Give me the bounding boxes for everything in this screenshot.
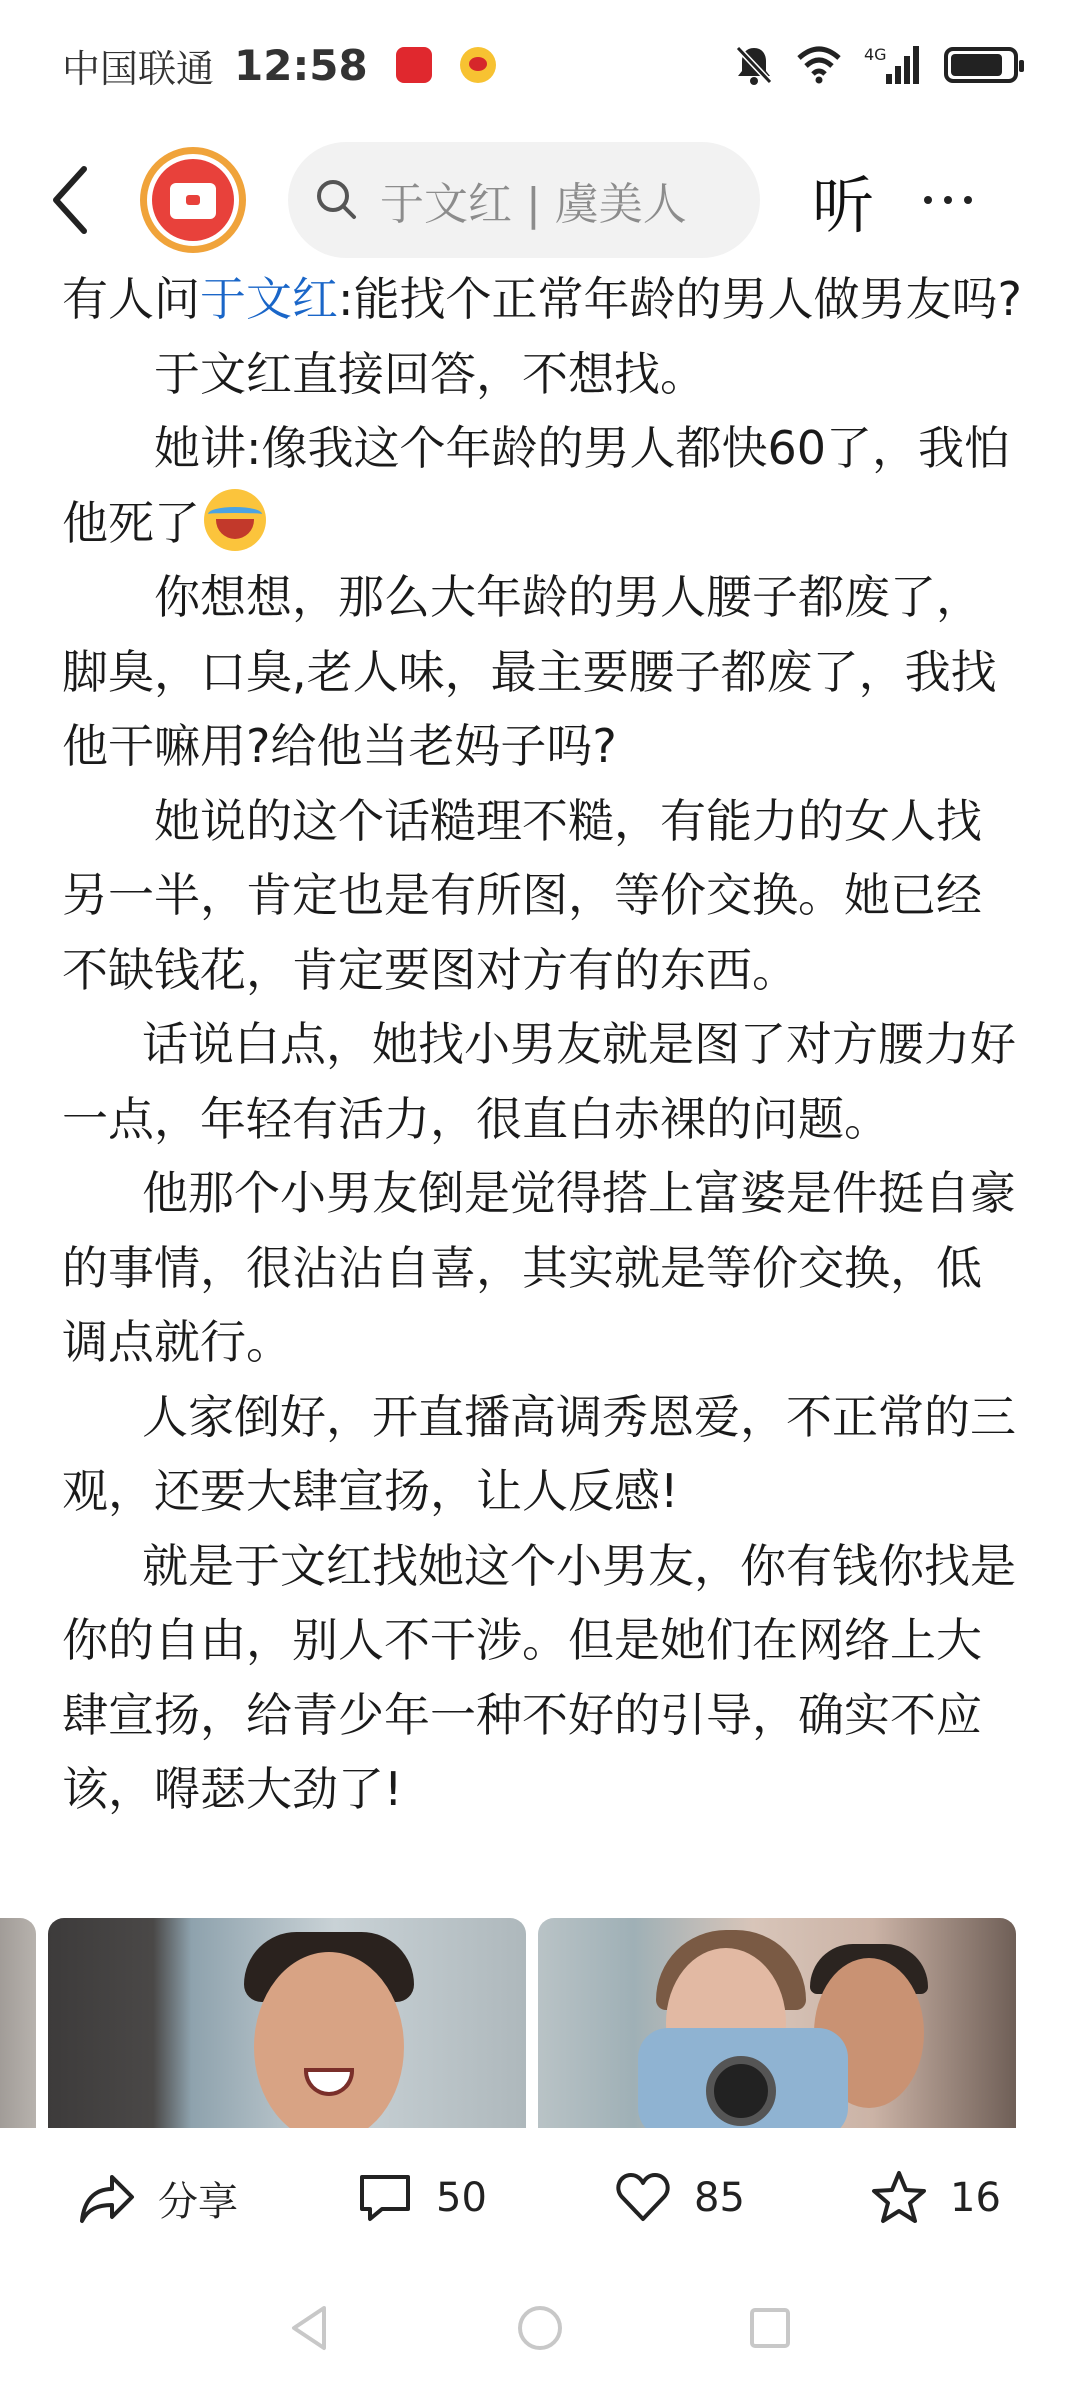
- action-bar: [0, 2128, 1080, 2268]
- more-dot-icon: [924, 196, 932, 204]
- nav-home-icon[interactable]: [514, 2302, 566, 2354]
- article-paragraph: 她说的这个话糙理不糙，有能力的女人找另一半，肯定也是有所图，等价交换。她已经不缺钱花，肯定要图对方有的东西。: [62, 793, 982, 997]
- status-bar: [0, 0, 1080, 130]
- search-icon: [312, 175, 362, 225]
- red-packet-icon: [152, 159, 234, 241]
- post-image[interactable]: [0, 1918, 36, 2128]
- share-label: 分享: [158, 2178, 238, 2225]
- system-nav-bar: [0, 2268, 1080, 2388]
- paragraph-text: :能找个正常年龄的男人做男友吗?: [338, 272, 1022, 326]
- mute-icon: [734, 44, 774, 86]
- image-carousel: [0, 1918, 1080, 2128]
- mention-link[interactable]: 于文红: [200, 272, 338, 326]
- wifi-icon: [796, 46, 842, 84]
- star-icon: [870, 2169, 928, 2227]
- avatar[interactable]: [140, 147, 246, 253]
- post-image[interactable]: [48, 1918, 526, 2128]
- comment-button[interactable]: [356, 2169, 487, 2227]
- article-paragraph: 话说白点，她找小男友就是图了对方腰力好一点，年轻有活力，很直白赤裸的问题。: [62, 1017, 1016, 1146]
- comment-count: 50: [436, 2175, 487, 2221]
- status-right: [734, 44, 1018, 86]
- article-paragraph: [62, 262, 1022, 337]
- laugh-cry-emoji-icon: [204, 489, 266, 551]
- header: [0, 135, 1080, 265]
- paragraph-text: 有人问: [62, 272, 200, 326]
- network-type-label: 4G: [864, 45, 887, 64]
- article-paragraph: 就是于文红找她这个小男友，你有钱你找是你的自由，别人不干涉。但是她们在网络上大肆宣扬，给青少年一种不好的引导，确实不应该，嘚瑟大劲了!: [62, 1538, 1016, 1816]
- like-button[interactable]: [614, 2169, 745, 2227]
- listen-button[interactable]: 听: [812, 168, 875, 242]
- weibo-app-icon: [460, 47, 496, 83]
- favorite-count: 16: [950, 2175, 1001, 2221]
- battery-level: [951, 54, 1002, 76]
- article-paragraph: [62, 411, 1022, 560]
- comment-icon: [356, 2169, 414, 2227]
- article-paragraph: 他那个小男友倒是觉得搭上富婆是件挺自豪的事情，很沾沾自喜，其实就是等价交换，低调点就行。: [62, 1166, 1016, 1369]
- article-body: [62, 262, 1022, 1827]
- search-input[interactable]: [288, 142, 760, 258]
- person-face: [254, 1952, 404, 2128]
- post-image[interactable]: [538, 1918, 1016, 2128]
- back-button[interactable]: [40, 160, 100, 240]
- article-paragraph: 人家倒好，开直播高调秀恩爱，不正常的三观，还要大肆宣扬，让人反感!: [62, 1389, 1016, 1518]
- more-dot-icon: [964, 196, 972, 204]
- search-placeholder: 于文红 | 虞美人: [380, 179, 687, 230]
- like-count: 85: [694, 2175, 745, 2221]
- heart-icon: [614, 2169, 672, 2227]
- article-paragraph: 于文红直接回答，不想找。: [154, 346, 706, 401]
- favorite-button[interactable]: [870, 2169, 1001, 2227]
- battery-icon: [944, 47, 1018, 83]
- share-button[interactable]: [78, 2169, 238, 2227]
- nav-recent-apps-icon[interactable]: [744, 2302, 796, 2354]
- huawei-app-icon: [396, 47, 432, 83]
- more-button[interactable]: [924, 196, 994, 204]
- status-left: [62, 38, 496, 93]
- carrier-name: 中国联通: [62, 46, 215, 91]
- nav-back-icon[interactable]: [284, 2302, 336, 2354]
- share-icon: [78, 2169, 136, 2227]
- camera-icon: [706, 2056, 776, 2126]
- signal-icon: [864, 44, 922, 86]
- paragraph-text: 她讲:像我这个年龄的男人都快60了，我怕他死了: [62, 421, 1011, 550]
- status-time: 12:58: [234, 40, 368, 90]
- chevron-left-icon: [50, 165, 90, 235]
- more-dot-icon: [944, 196, 952, 204]
- article-paragraph: 你想想，那么大年龄的男人腰子都废了，脚臭，口臭,老人味，最主要腰子都废了，我找他干嘛用?给他当老妈子吗?: [62, 570, 997, 773]
